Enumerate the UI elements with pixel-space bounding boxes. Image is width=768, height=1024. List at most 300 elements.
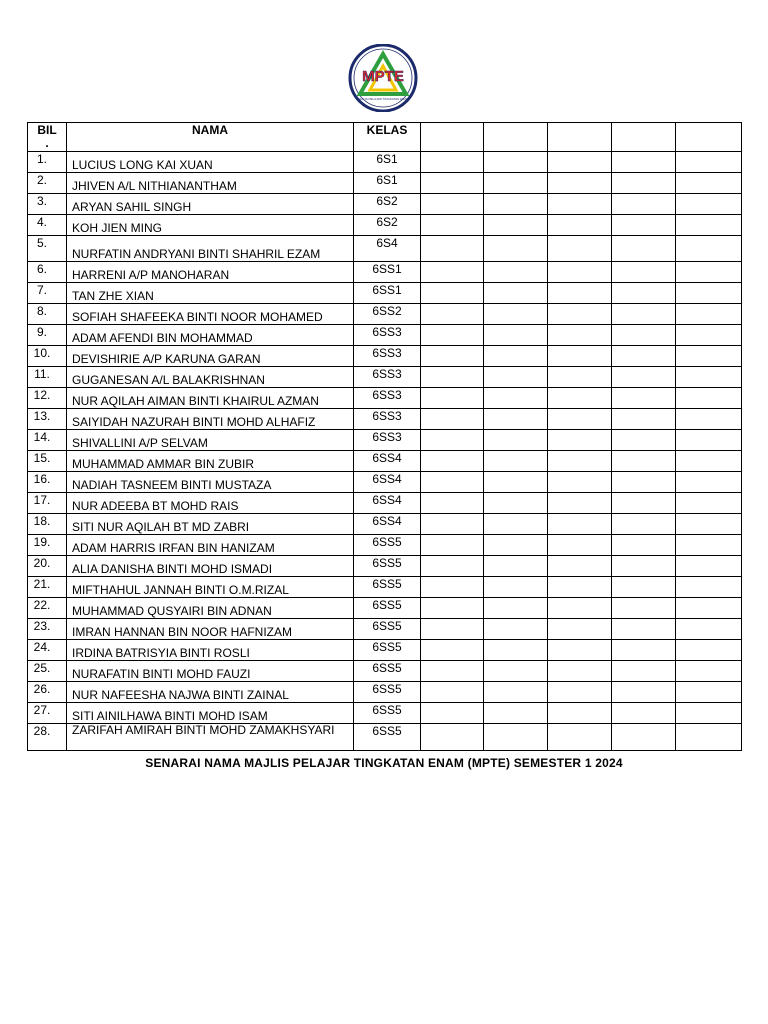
- student-class-cell: [354, 346, 421, 367]
- table-row: [28, 283, 742, 304]
- student-name: IRDINA BATRISYIA BINTI ROSLI: [72, 646, 250, 660]
- student-name: ZARIFAH AMIRAH BINTI MOHD ZAMAKHSYARI: [72, 723, 335, 737]
- row-number-cell: [28, 535, 67, 556]
- blank-cell: [548, 152, 612, 173]
- student-class: 6SS5: [372, 577, 402, 591]
- table-row: [28, 577, 742, 598]
- table-row: [28, 409, 742, 430]
- student-class-cell: [354, 724, 421, 751]
- blank-cell: [612, 304, 676, 325]
- student-class-cell: [354, 194, 421, 215]
- student-class: 6SS4: [372, 493, 402, 507]
- logo-text: MPTE: [362, 68, 404, 85]
- blank-cell: [484, 493, 548, 514]
- student-class-cell: [354, 577, 421, 598]
- table-header-row: [28, 123, 742, 152]
- student-name: JHIVEN A/L NITHIANANTHAM: [72, 179, 237, 193]
- student-class-cell: [354, 304, 421, 325]
- student-class: 6SS1: [372, 283, 402, 297]
- blank-cell: [548, 493, 612, 514]
- header-nama: NAMA: [67, 123, 354, 152]
- blank-cell: [612, 472, 676, 493]
- blank-cell: [484, 346, 548, 367]
- student-name-cell: [67, 640, 354, 661]
- table-row: [28, 640, 742, 661]
- table-row: [28, 493, 742, 514]
- row-number: 14.: [33, 430, 51, 444]
- table-row: [28, 535, 742, 556]
- row-number-cell: [28, 703, 67, 724]
- student-class: 6S2: [376, 215, 398, 229]
- student-class: 6S1: [376, 152, 398, 166]
- student-name: NURFATIN ANDRYANI BINTI SHAHRIL EZAM: [72, 247, 321, 261]
- student-class-cell: [354, 598, 421, 619]
- blank-cell: [421, 430, 484, 451]
- student-name: SITI AINILHAWA BINTI MOHD ISAM: [72, 709, 268, 723]
- blank-cell: [484, 619, 548, 640]
- table-row: [28, 619, 742, 640]
- blank-cell: [484, 367, 548, 388]
- blank-cell: [612, 346, 676, 367]
- student-name-cell: [67, 173, 354, 194]
- row-number: 19.: [33, 535, 51, 549]
- blank-cell: [548, 556, 612, 577]
- blank-cell: [612, 262, 676, 283]
- blank-cell: [484, 388, 548, 409]
- row-number-cell: [28, 388, 67, 409]
- blank-cell: [484, 236, 548, 262]
- row-number-cell: [28, 325, 67, 346]
- blank-cell: [612, 325, 676, 346]
- blank-cell: [548, 325, 612, 346]
- blank-cell: [421, 577, 484, 598]
- student-class-cell: [354, 325, 421, 346]
- student-name-cell: [67, 493, 354, 514]
- blank-cell: [612, 430, 676, 451]
- blank-cell: [484, 262, 548, 283]
- table-row: [28, 215, 742, 236]
- blank-cell: [676, 682, 742, 703]
- blank-cell: [548, 430, 612, 451]
- blank-cell: [676, 640, 742, 661]
- row-number-cell: [28, 598, 67, 619]
- blank-cell: [421, 493, 484, 514]
- student-name-cell: [67, 619, 354, 640]
- blank-cell: [676, 430, 742, 451]
- blank-cell: [676, 493, 742, 514]
- student-class: 6SS5: [372, 619, 402, 633]
- student-name-cell: [67, 304, 354, 325]
- student-class-cell: [354, 430, 421, 451]
- blank-cell: [484, 430, 548, 451]
- table-row: [28, 173, 742, 194]
- blank-cell: [484, 598, 548, 619]
- student-name: NUR NAFEESHA NAJWA BINTI ZAINAL: [72, 688, 289, 702]
- row-number: 1.: [36, 152, 47, 166]
- blank-cell: [421, 152, 484, 173]
- student-name: NADIAH TASNEEM BINTI MUSTAZA: [72, 478, 272, 492]
- blank-cell: [676, 535, 742, 556]
- student-class-cell: [354, 367, 421, 388]
- blank-cell: [612, 577, 676, 598]
- table-row: [28, 367, 742, 388]
- student-class: 6SS3: [372, 367, 402, 381]
- blank-cell: [421, 451, 484, 472]
- table-row: [28, 598, 742, 619]
- blank-cell: [421, 472, 484, 493]
- blank-cell: [421, 535, 484, 556]
- student-class: 6SS5: [372, 535, 402, 549]
- blank-cell: [612, 283, 676, 304]
- student-class-cell: [354, 283, 421, 304]
- student-name: NURAFATIN BINTI MOHD FAUZI: [72, 667, 251, 681]
- blank-cell: [612, 409, 676, 430]
- row-number: 6.: [36, 262, 47, 276]
- blank-cell: [676, 724, 742, 751]
- row-number-cell: [28, 367, 67, 388]
- row-number: 13.: [33, 409, 51, 423]
- row-number: 9.: [36, 325, 47, 339]
- row-number-cell: [28, 346, 67, 367]
- student-class: 6SS5: [372, 661, 402, 675]
- row-number-cell: [28, 682, 67, 703]
- row-number-cell: [28, 514, 67, 535]
- blank-cell: [484, 409, 548, 430]
- table-row: [28, 724, 742, 751]
- student-class-cell: [354, 640, 421, 661]
- blank-cell: [612, 703, 676, 724]
- blank-cell: [548, 682, 612, 703]
- blank-cell: [612, 367, 676, 388]
- row-number-cell: [28, 262, 67, 283]
- header-bil: BIL .: [28, 123, 67, 152]
- blank-cell: [421, 619, 484, 640]
- student-name: TAN ZHE XIAN: [72, 289, 154, 303]
- blank-cell: [421, 598, 484, 619]
- row-number: 2.: [36, 173, 47, 187]
- row-number-cell: [28, 152, 67, 173]
- student-name-cell: [67, 472, 354, 493]
- student-name: LUCIUS LONG KAI XUAN: [72, 158, 213, 172]
- student-class: 6SS4: [372, 472, 402, 486]
- blank-cell: [612, 236, 676, 262]
- student-name-cell: [67, 346, 354, 367]
- student-class-cell: [354, 556, 421, 577]
- row-number: 24.: [33, 640, 51, 654]
- blank-cell: [676, 409, 742, 430]
- student-class-cell: [354, 409, 421, 430]
- student-name: NUR ADEEBA BT MOHD RAIS: [72, 499, 239, 513]
- student-name: NUR AQILAH AIMAN BINTI KHAIRUL AZMAN: [72, 394, 319, 408]
- student-name: ALIA DANISHA BINTI MOHD ISMADI: [72, 562, 273, 576]
- row-number-cell: [28, 724, 67, 751]
- table-row: [28, 194, 742, 215]
- blank-cell: [484, 535, 548, 556]
- blank-cell: [548, 215, 612, 236]
- student-class: 6SS2: [372, 304, 402, 318]
- student-class-cell: [354, 388, 421, 409]
- blank-cell: [484, 283, 548, 304]
- header-blank: [612, 123, 676, 152]
- student-name: GUGANESAN A/L BALAKRISHNAN: [72, 373, 265, 387]
- blank-cell: [484, 472, 548, 493]
- blank-cell: [421, 236, 484, 262]
- header-blank: [676, 123, 742, 152]
- blank-cell: [612, 451, 676, 472]
- blank-cell: [421, 215, 484, 236]
- row-number: 28.: [33, 724, 51, 738]
- student-class: 6SS4: [372, 514, 402, 528]
- student-name-cell: [67, 703, 354, 724]
- table-row: [28, 304, 742, 325]
- table-row: [28, 236, 742, 262]
- blank-cell: [676, 325, 742, 346]
- row-number: 12.: [33, 388, 51, 402]
- blank-cell: [612, 535, 676, 556]
- blank-cell: [484, 514, 548, 535]
- student-name-cell: [67, 152, 354, 173]
- student-class: 6S2: [376, 194, 398, 208]
- blank-cell: [548, 304, 612, 325]
- student-name: HARRENI A/P MANOHARAN: [72, 268, 230, 282]
- header-blank: [421, 123, 484, 152]
- blank-cell: [548, 661, 612, 682]
- blank-cell: [612, 388, 676, 409]
- row-number: 8.: [36, 304, 47, 318]
- student-name: ADAM AFENDI BIN MOHAMMAD: [72, 331, 253, 345]
- blank-cell: [548, 724, 612, 751]
- blank-cell: [421, 388, 484, 409]
- student-class: 6SS1: [372, 262, 402, 276]
- student-class: 6S4: [376, 236, 398, 250]
- blank-cell: [421, 367, 484, 388]
- student-class: 6SS5: [372, 724, 402, 738]
- row-number: 23.: [33, 619, 51, 633]
- student-name-cell: [67, 194, 354, 215]
- row-number-cell: [28, 173, 67, 194]
- student-name-cell: [67, 367, 354, 388]
- blank-cell: [484, 194, 548, 215]
- blank-cell: [548, 451, 612, 472]
- student-class: 6SS5: [372, 598, 402, 612]
- student-class-cell: [354, 619, 421, 640]
- student-class-cell: [354, 173, 421, 194]
- table-row: [28, 703, 742, 724]
- row-number: 4.: [36, 215, 47, 229]
- row-number: 21.: [33, 577, 51, 591]
- row-number-cell: [28, 556, 67, 577]
- blank-cell: [421, 283, 484, 304]
- blank-cell: [676, 262, 742, 283]
- student-class: 6S1: [376, 173, 398, 187]
- row-number-cell: [28, 472, 67, 493]
- blank-cell: [676, 194, 742, 215]
- row-number: 27.: [33, 703, 51, 717]
- blank-cell: [548, 577, 612, 598]
- blank-cell: [676, 556, 742, 577]
- roster-body: [28, 152, 742, 751]
- row-number-cell: [28, 430, 67, 451]
- row-number: 7.: [36, 283, 47, 297]
- blank-cell: [676, 236, 742, 262]
- student-class: 6SS3: [372, 346, 402, 360]
- table-row: [28, 325, 742, 346]
- blank-cell: [548, 367, 612, 388]
- blank-cell: [676, 215, 742, 236]
- student-name: SITI NUR AQILAH BT MD ZABRI: [72, 520, 250, 534]
- student-name-cell: [67, 514, 354, 535]
- blank-cell: [676, 577, 742, 598]
- student-class-cell: [354, 451, 421, 472]
- blank-cell: [548, 514, 612, 535]
- table-row: [28, 346, 742, 367]
- student-name-cell: [67, 430, 354, 451]
- blank-cell: [421, 640, 484, 661]
- student-name-cell: [67, 215, 354, 236]
- student-name-cell: [67, 724, 354, 751]
- blank-cell: [676, 703, 742, 724]
- blank-cell: [676, 346, 742, 367]
- student-class-cell: [354, 262, 421, 283]
- row-number: 5.: [36, 236, 47, 250]
- blank-cell: [676, 152, 742, 173]
- blank-cell: [612, 661, 676, 682]
- row-number: 17.: [33, 493, 51, 507]
- row-number: 18.: [33, 514, 51, 528]
- blank-cell: [612, 682, 676, 703]
- blank-cell: [548, 346, 612, 367]
- row-number-cell: [28, 194, 67, 215]
- student-class-cell: [354, 215, 421, 236]
- blank-cell: [548, 598, 612, 619]
- row-number: 20.: [33, 556, 51, 570]
- student-name-cell: [67, 236, 354, 262]
- student-class-cell: [354, 535, 421, 556]
- blank-cell: [484, 556, 548, 577]
- table-row: [28, 514, 742, 535]
- student-name-cell: [67, 577, 354, 598]
- blank-cell: [421, 556, 484, 577]
- student-class: 6SS4: [372, 451, 402, 465]
- blank-cell: [612, 514, 676, 535]
- student-class-cell: [354, 472, 421, 493]
- logo-subtext: MAJLIS PELAJAR TINGKATAN ENAM: [357, 97, 409, 101]
- blank-cell: [548, 472, 612, 493]
- row-number: 11.: [34, 367, 50, 381]
- blank-cell: [484, 724, 548, 751]
- row-number-cell: [28, 577, 67, 598]
- table-row: [28, 152, 742, 173]
- student-class: 6SS3: [372, 388, 402, 402]
- student-name: SAIYIDAH NAZURAH BINTI MOHD ALHAFIZ: [72, 415, 316, 429]
- student-class: 6SS3: [372, 430, 402, 444]
- student-name: MIFTHAHUL JANNAH BINTI O.M.RIZAL: [72, 583, 289, 597]
- blank-cell: [612, 724, 676, 751]
- table-row: [28, 430, 742, 451]
- row-number-cell: [28, 236, 67, 262]
- blank-cell: [548, 409, 612, 430]
- blank-cell: [612, 215, 676, 236]
- student-class: 6SS3: [372, 409, 402, 423]
- blank-cell: [421, 703, 484, 724]
- blank-cell: [421, 724, 484, 751]
- header-blank: [484, 123, 548, 152]
- document-caption: SENARAI NAMA MAJLIS PELAJAR TINGKATAN ENAM (MPTE) SEMESTER 1 2024: [145, 756, 623, 770]
- student-name-cell: [67, 661, 354, 682]
- blank-cell: [484, 661, 548, 682]
- blank-cell: [548, 703, 612, 724]
- blank-cell: [548, 262, 612, 283]
- blank-cell: [548, 619, 612, 640]
- blank-cell: [484, 682, 548, 703]
- blank-cell: [612, 173, 676, 194]
- blank-cell: [676, 173, 742, 194]
- row-number: 3.: [36, 194, 47, 208]
- header-kelas: KELAS: [354, 123, 421, 152]
- student-name-cell: [67, 535, 354, 556]
- table-row: [28, 556, 742, 577]
- blank-cell: [676, 367, 742, 388]
- blank-cell: [484, 577, 548, 598]
- blank-cell: [484, 173, 548, 194]
- blank-cell: [421, 682, 484, 703]
- student-class: 6SS5: [372, 556, 402, 570]
- student-name: IMRAN HANNAN BIN NOOR HAFNIZAM: [72, 625, 293, 639]
- blank-cell: [676, 304, 742, 325]
- table-row: [28, 388, 742, 409]
- blank-cell: [612, 493, 676, 514]
- student-name-cell: [67, 325, 354, 346]
- header-blank: [548, 123, 612, 152]
- blank-cell: [421, 262, 484, 283]
- student-name-cell: [67, 262, 354, 283]
- table-row: [28, 472, 742, 493]
- blank-cell: [421, 514, 484, 535]
- blank-cell: [421, 325, 484, 346]
- row-number-cell: [28, 283, 67, 304]
- blank-cell: [676, 472, 742, 493]
- blank-cell: [612, 194, 676, 215]
- blank-cell: [548, 535, 612, 556]
- row-number: 15.: [33, 451, 51, 465]
- student-class: 6SS5: [372, 703, 402, 717]
- student-name: DEVISHIRIE A/P KARUNA GARAN: [72, 352, 261, 366]
- blank-cell: [484, 152, 548, 173]
- row-number-cell: [28, 451, 67, 472]
- student-class-cell: [354, 514, 421, 535]
- row-number: 22.: [33, 598, 51, 612]
- student-name: MUHAMMAD AMMAR BIN ZUBIR: [72, 457, 255, 471]
- blank-cell: [484, 215, 548, 236]
- student-name-cell: [67, 388, 354, 409]
- blank-cell: [676, 388, 742, 409]
- student-name-cell: [67, 409, 354, 430]
- blank-cell: [421, 194, 484, 215]
- student-class: 6SS5: [372, 682, 402, 696]
- row-number-cell: [28, 304, 67, 325]
- student-name: ARYAN SAHIL SINGH: [72, 200, 192, 214]
- blank-cell: [484, 325, 548, 346]
- mpte-logo: [348, 44, 418, 112]
- row-number: 10.: [33, 346, 51, 360]
- blank-cell: [676, 514, 742, 535]
- blank-cell: [676, 661, 742, 682]
- blank-cell: [676, 451, 742, 472]
- student-name-cell: [67, 682, 354, 703]
- blank-cell: [548, 388, 612, 409]
- blank-cell: [612, 640, 676, 661]
- blank-cell: [484, 703, 548, 724]
